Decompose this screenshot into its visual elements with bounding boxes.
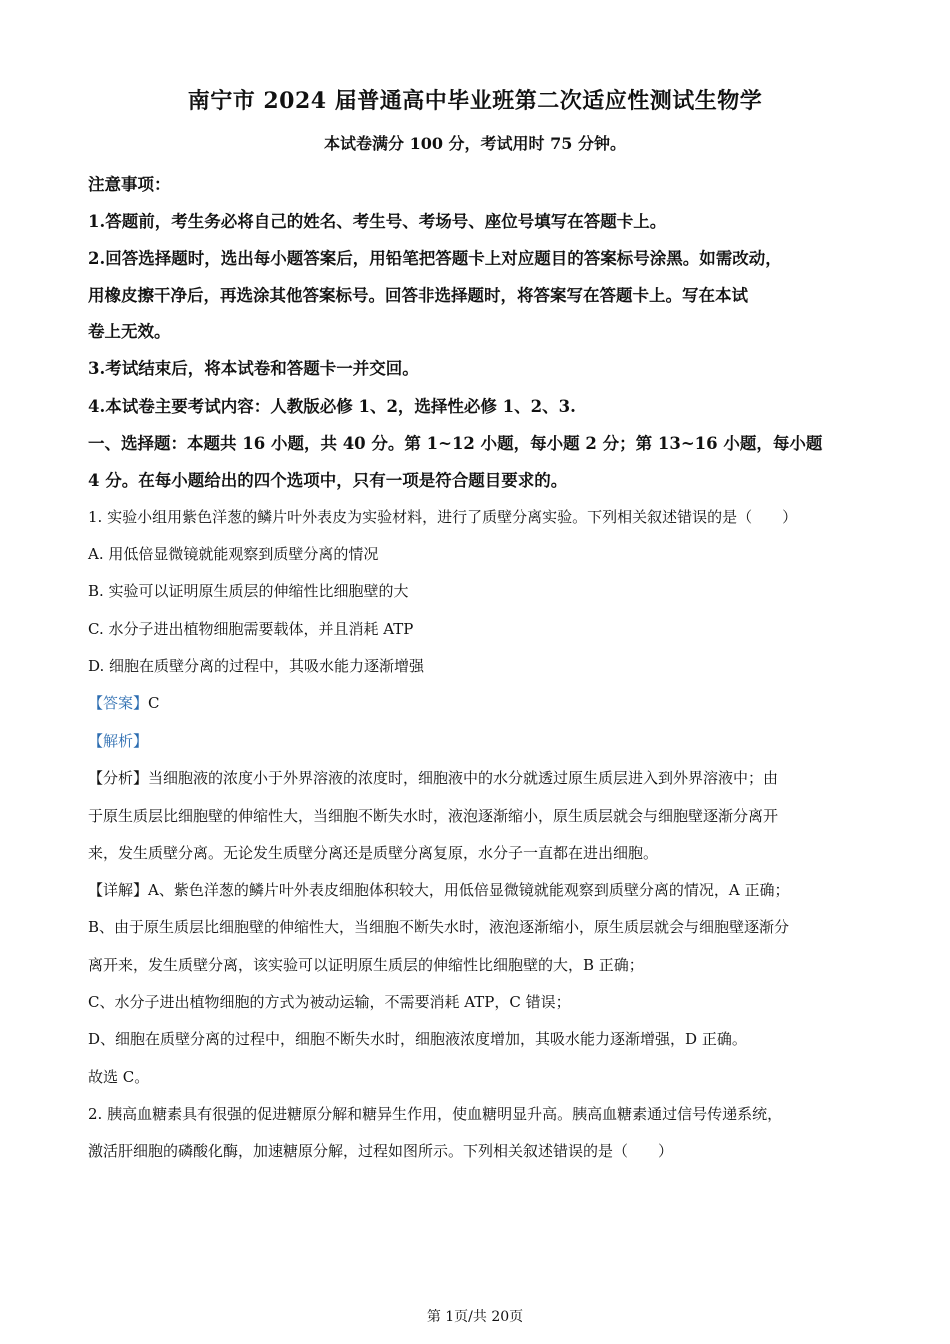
note-line: 1.答题前，考生务必将自己的姓名、考生号、考场号、座位号填写在答题卡上。 <box>88 212 667 231</box>
question-stem: 2. 胰高血糖素具有很强的促进糖原分解和糖异生作用，使血糖明显升高。胰高血糖素通过信号传递系统， <box>88 1105 783 1123</box>
xiangjie-line: B、由于原生质层比细胞壁的伸缩性大，当细胞不断失水时，液泡逐渐缩小，原生质层就会与细胞壁逐渐分 <box>88 918 790 936</box>
note-line: 3.考试结束后，将本试卷和答题卡一并交回。 <box>88 359 419 378</box>
xiangjie-line <box>88 879 878 900</box>
question-stem: 1. 实验小组用紫色洋葱的鳞片叶外表皮为实验材料，进行了质壁分离实验。下列相关叙述错误的是（ ） <box>88 508 798 526</box>
xiangjie-line: 离开来，发生质壁分离，该实验可以证明原生质层的伸缩性比细胞壁的大，B 正确； <box>88 956 644 974</box>
answer-value: C <box>148 694 160 712</box>
fenxi-line: 于原生质层比细胞壁的伸缩性大，当细胞不断失水时，液泡逐渐缩小，原生质层就会与细胞壁逐渐分离开 <box>88 807 779 825</box>
note-line: 4.本试卷主要考试内容：人教版必修 1、2，选择性必修 1、2、3. <box>88 397 576 416</box>
section-heading: 4 分。在每小题给出的四个选项中，只有一项是符合题目要求的。 <box>88 471 568 490</box>
question-stem: 激活肝细胞的磷酸化酶，加速糖原分解，过程如图所示。下列相关叙述错误的是（ ） <box>88 1142 674 1160</box>
fenxi-line: 来，发生质壁分离。无论发生质壁分离还是质壁分离复原，水分子一直都在进出细胞。 <box>88 844 659 862</box>
answer-tag: 【答案】 <box>88 694 149 712</box>
fenxi-line <box>88 767 878 788</box>
page-title: 南宁市 2024 届普通高中毕业班第二次适应性测试生物学 <box>187 88 763 114</box>
option-a: A. 用低倍显微镜就能观察到质壁分离的情况 <box>88 545 379 563</box>
fenxi-text: 当细胞液的浓度小于外界溶液的浓度时，细胞液中的水分就透过原生质层进入到外界溶液中；由 <box>148 769 779 787</box>
answer-line <box>88 692 878 713</box>
option-d: D. 细胞在质壁分离的过程中，其吸水能力逐渐增强 <box>88 657 425 675</box>
notes-heading: 注意事项： <box>88 175 171 194</box>
xiangjie-line: C、水分子进出植物细胞的方式为被动运输，不需要消耗 ATP，C 错误； <box>88 993 571 1011</box>
conclusion-line: 故选 C。 <box>88 1068 150 1086</box>
note-line: 卷上无效。 <box>88 322 171 341</box>
analysis-tag: 【解析】 <box>88 732 149 750</box>
fenxi-tag: 【分析】 <box>88 769 149 787</box>
option-b: B. 实验可以证明原生质层的伸缩性比细胞壁的大 <box>88 582 409 600</box>
page-subtitle: 本试卷满分 100 分，考试用时 75 分钟。 <box>324 134 626 153</box>
note-line: 2.回答选择题时，选出每小题答案后，用铅笔把答题卡上对应题目的答案标号涂黑。如需改动， <box>88 249 782 268</box>
section-heading: 一、选择题：本题共 16 小题，共 40 分。第 1~12 小题，每小题 2 分；第 13~16 小题，每小题 <box>88 434 823 453</box>
option-c: C. 水分子进出植物细胞需要载体，并且消耗 ATP <box>88 620 414 638</box>
note-line: 用橡皮擦干净后，再选涂其他答案标号。回答非选择题时，将答案写在答题卡上。写在本试 <box>88 286 748 305</box>
xiangjie-line: D、细胞在质壁分离的过程中，细胞不断失水时，细胞液浓度增加，其吸水能力逐渐增强，D 正确。 <box>88 1030 747 1048</box>
xiangjie-tag: 【详解】 <box>88 881 149 899</box>
xiangjie-text: A、紫色洋葱的鳞片叶外表皮细胞体积较大，用低倍显微镜就能观察到质壁分离的情况，A 正确； <box>148 881 790 899</box>
page-number: 第 1页/共 20页 <box>426 1309 524 1325</box>
